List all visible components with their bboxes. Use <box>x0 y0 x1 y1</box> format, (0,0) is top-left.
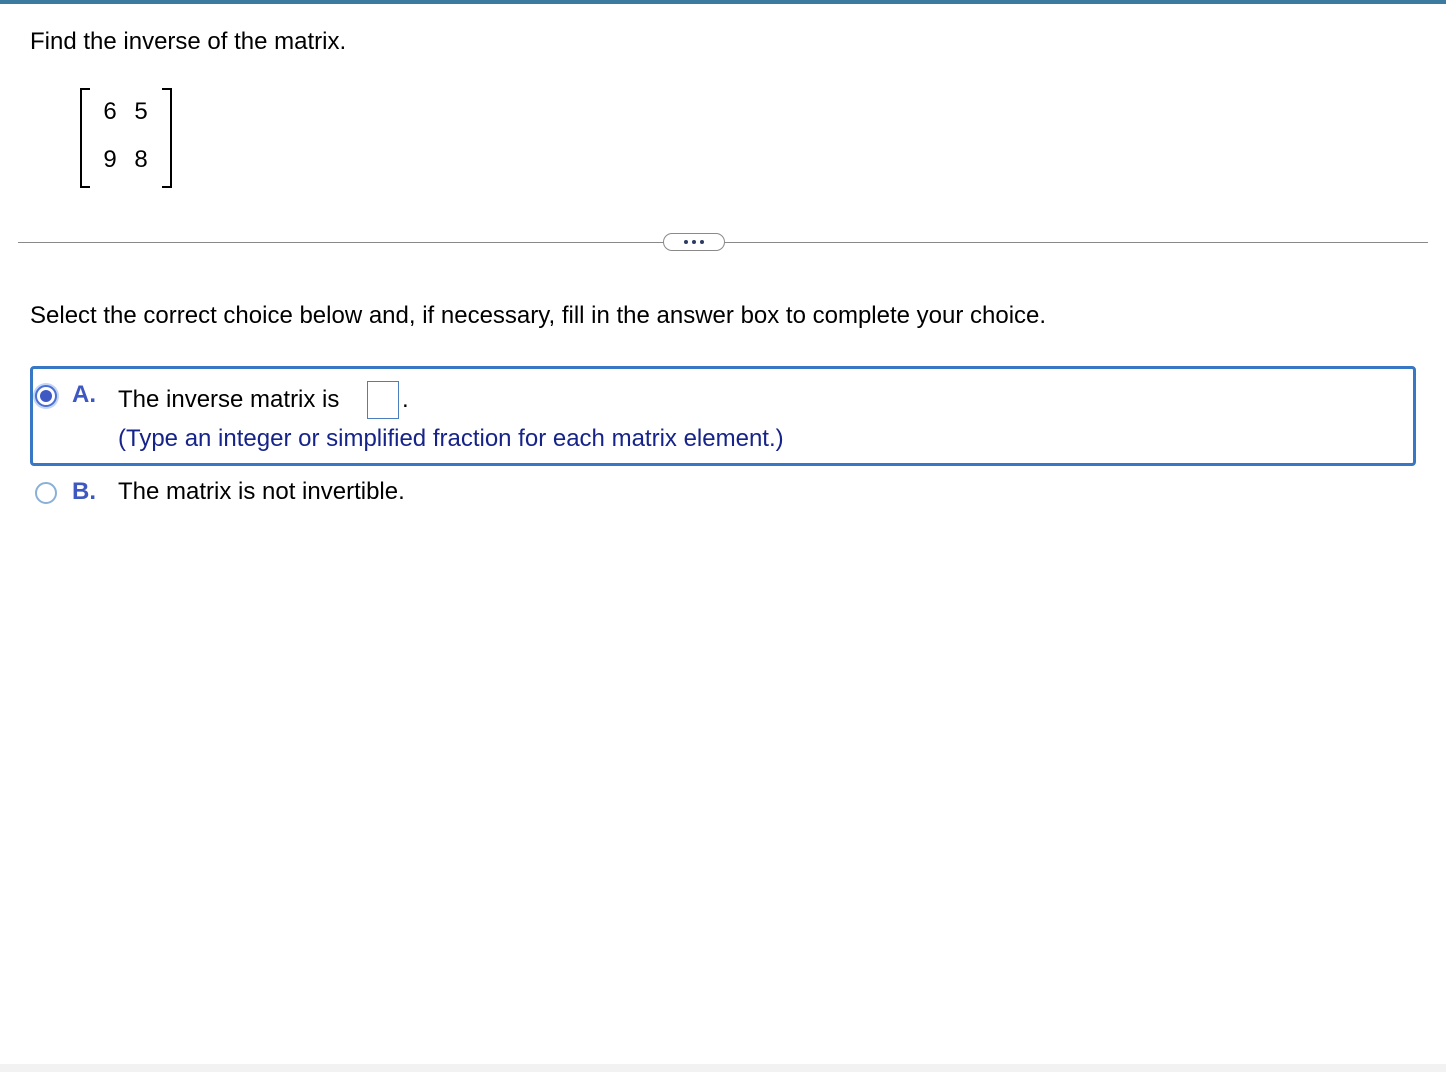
choice-b-text: The matrix is not invertible. <box>118 478 405 505</box>
choice-b-radio[interactable] <box>35 482 57 504</box>
choice-a-text: The inverse matrix is <box>118 386 340 413</box>
question-prompt: Find the inverse of the matrix. <box>30 28 347 55</box>
instruction-text: Select the correct choice below and, if necessary, fill in the answer box to complete your choice. <box>30 302 1047 329</box>
matrix-left-bracket <box>80 88 90 188</box>
matrix-cell: 6 <box>103 98 117 125</box>
choice-a-radio[interactable] <box>35 385 57 407</box>
matrix-cell: 9 <box>103 146 117 173</box>
ellipsis-icon <box>700 240 704 244</box>
choice-b-letter: B. <box>72 478 96 505</box>
answer-input-box[interactable] <box>367 381 399 419</box>
bottom-strip <box>0 1064 1446 1072</box>
matrix-right-bracket <box>162 88 172 188</box>
ellipsis-icon <box>692 240 696 244</box>
top-accent-bar <box>0 0 1446 4</box>
choice-a-period: . <box>402 386 409 413</box>
matrix-cell: 5 <box>134 98 148 125</box>
matrix-cell: 8 <box>134 146 148 173</box>
ellipsis-icon <box>684 240 688 244</box>
expand-button[interactable] <box>663 233 725 251</box>
question-matrix <box>80 88 172 186</box>
choice-a-hint: (Type an integer or simplified fraction for each matrix element.) <box>118 425 784 452</box>
choice-a-letter: A. <box>72 381 96 408</box>
